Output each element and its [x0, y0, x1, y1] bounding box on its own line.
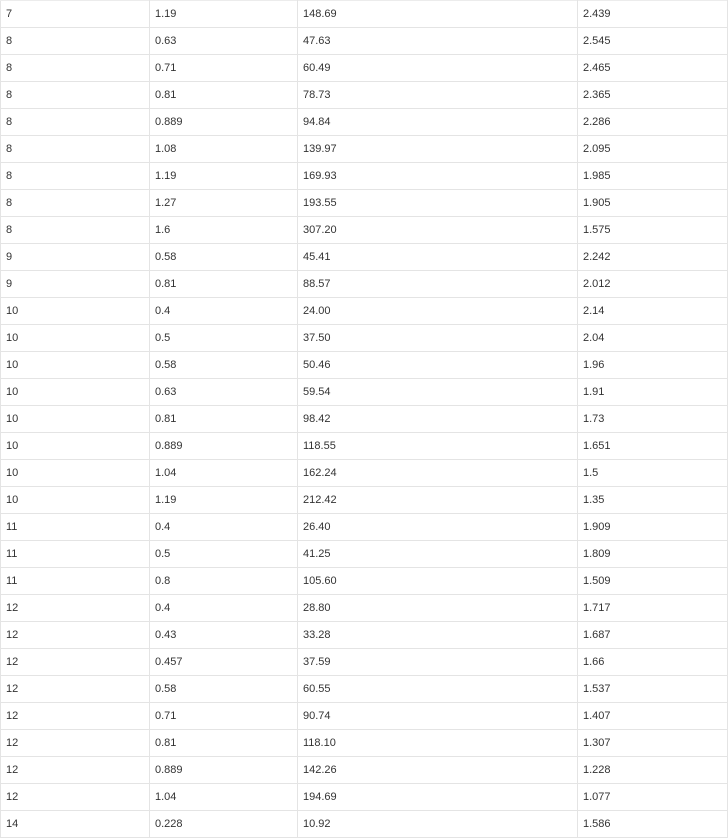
cell-col-3: 60.55	[298, 676, 578, 703]
cell-col-3: 98.42	[298, 406, 578, 433]
table-row	[1, 730, 728, 757]
table-row	[1, 703, 728, 730]
cell-col-2: 0.43	[150, 622, 298, 649]
cell-col-3: 78.73	[298, 82, 578, 109]
cell-col-4: 1.509	[578, 568, 728, 595]
cell-col-2: 0.5	[150, 325, 298, 352]
cell-col-2: 0.889	[150, 109, 298, 136]
table-row	[1, 244, 728, 271]
cell-col-3: 47.63	[298, 28, 578, 55]
cell-col-1: 12	[1, 784, 150, 811]
cell-col-4: 1.586	[578, 811, 728, 838]
table-row	[1, 136, 728, 163]
cell-col-2: 1.19	[150, 1, 298, 28]
cell-col-4: 2.545	[578, 28, 728, 55]
cell-col-3: 142.26	[298, 757, 578, 784]
cell-col-3: 118.10	[298, 730, 578, 757]
cell-col-1: 12	[1, 703, 150, 730]
table-row	[1, 676, 728, 703]
table-row	[1, 379, 728, 406]
cell-col-4: 2.439	[578, 1, 728, 28]
cell-col-4: 1.687	[578, 622, 728, 649]
cell-col-2: 1.6	[150, 217, 298, 244]
cell-col-1: 12	[1, 730, 150, 757]
cell-col-4: 1.66	[578, 649, 728, 676]
cell-col-4: 2.095	[578, 136, 728, 163]
cell-col-3: 50.46	[298, 352, 578, 379]
cell-col-4: 1.077	[578, 784, 728, 811]
cell-col-2: 0.71	[150, 55, 298, 82]
table-row	[1, 622, 728, 649]
cell-col-2: 1.04	[150, 784, 298, 811]
cell-col-1: 9	[1, 271, 150, 298]
cell-col-3: 90.74	[298, 703, 578, 730]
table-row	[1, 82, 728, 109]
table-row	[1, 325, 728, 352]
cell-col-1: 12	[1, 649, 150, 676]
table-row	[1, 109, 728, 136]
table-row	[1, 433, 728, 460]
table-row	[1, 784, 728, 811]
cell-col-1: 11	[1, 568, 150, 595]
cell-col-4: 1.91	[578, 379, 728, 406]
cell-col-3: 212.42	[298, 487, 578, 514]
cell-col-1: 8	[1, 28, 150, 55]
cell-col-2: 0.889	[150, 757, 298, 784]
cell-col-1: 10	[1, 487, 150, 514]
cell-col-2: 0.58	[150, 352, 298, 379]
cell-col-1: 12	[1, 757, 150, 784]
cell-col-3: 193.55	[298, 190, 578, 217]
cell-col-4: 1.717	[578, 595, 728, 622]
cell-col-4: 2.286	[578, 109, 728, 136]
cell-col-1: 10	[1, 379, 150, 406]
cell-col-3: 45.41	[298, 244, 578, 271]
cell-col-3: 60.49	[298, 55, 578, 82]
cell-col-2: 1.27	[150, 190, 298, 217]
cell-col-2: 1.19	[150, 487, 298, 514]
table-row	[1, 541, 728, 568]
cell-col-1: 11	[1, 541, 150, 568]
cell-col-3: 41.25	[298, 541, 578, 568]
cell-col-4: 1.905	[578, 190, 728, 217]
table-row	[1, 217, 728, 244]
cell-col-2: 0.63	[150, 379, 298, 406]
cell-col-2: 0.889	[150, 433, 298, 460]
cell-col-2: 0.4	[150, 595, 298, 622]
cell-col-2: 1.04	[150, 460, 298, 487]
table-row	[1, 55, 728, 82]
cell-col-4: 1.96	[578, 352, 728, 379]
cell-col-1: 8	[1, 82, 150, 109]
cell-col-3: 33.28	[298, 622, 578, 649]
cell-col-3: 26.40	[298, 514, 578, 541]
table-row	[1, 28, 728, 55]
table-row	[1, 649, 728, 676]
cell-col-2: 0.81	[150, 406, 298, 433]
cell-col-1: 10	[1, 298, 150, 325]
cell-col-4: 1.575	[578, 217, 728, 244]
cell-col-1: 8	[1, 136, 150, 163]
table-row	[1, 271, 728, 298]
table-row	[1, 487, 728, 514]
cell-col-1: 8	[1, 163, 150, 190]
table-row	[1, 595, 728, 622]
table-row	[1, 568, 728, 595]
cell-col-2: 1.08	[150, 136, 298, 163]
cell-col-2: 0.4	[150, 298, 298, 325]
cell-col-2: 0.58	[150, 244, 298, 271]
cell-col-3: 194.69	[298, 784, 578, 811]
cell-col-3: 162.24	[298, 460, 578, 487]
cell-col-4: 1.307	[578, 730, 728, 757]
cell-col-4: 2.012	[578, 271, 728, 298]
cell-col-1: 14	[1, 811, 150, 838]
cell-col-4: 2.14	[578, 298, 728, 325]
cell-col-4: 1.407	[578, 703, 728, 730]
cell-col-1: 12	[1, 595, 150, 622]
cell-col-4: 1.35	[578, 487, 728, 514]
cell-col-1: 10	[1, 433, 150, 460]
cell-col-2: 0.58	[150, 676, 298, 703]
cell-col-4: 2.242	[578, 244, 728, 271]
table-row	[1, 811, 728, 838]
cell-col-2: 0.4	[150, 514, 298, 541]
cell-col-3: 118.55	[298, 433, 578, 460]
cell-col-1: 10	[1, 406, 150, 433]
cell-col-4: 1.651	[578, 433, 728, 460]
cell-col-3: 88.57	[298, 271, 578, 298]
cell-col-1: 10	[1, 460, 150, 487]
cell-col-1: 8	[1, 190, 150, 217]
cell-col-4: 1.537	[578, 676, 728, 703]
cell-col-3: 94.84	[298, 109, 578, 136]
cell-col-2: 0.457	[150, 649, 298, 676]
cell-col-1: 12	[1, 622, 150, 649]
cell-col-3: 24.00	[298, 298, 578, 325]
table-row	[1, 460, 728, 487]
cell-col-3: 139.97	[298, 136, 578, 163]
cell-col-1: 8	[1, 55, 150, 82]
cell-col-1: 11	[1, 514, 150, 541]
cell-col-2: 0.81	[150, 82, 298, 109]
cell-col-3: 37.50	[298, 325, 578, 352]
cell-col-4: 1.73	[578, 406, 728, 433]
cell-col-2: 0.8	[150, 568, 298, 595]
cell-col-1: 8	[1, 217, 150, 244]
cell-col-2: 1.19	[150, 163, 298, 190]
cell-col-2: 0.81	[150, 730, 298, 757]
cell-col-3: 37.59	[298, 649, 578, 676]
table-row	[1, 1, 728, 28]
cell-col-2: 0.63	[150, 28, 298, 55]
cell-col-3: 148.69	[298, 1, 578, 28]
cell-col-1: 10	[1, 325, 150, 352]
cell-col-1: 10	[1, 352, 150, 379]
cell-col-3: 169.93	[298, 163, 578, 190]
cell-col-2: 0.71	[150, 703, 298, 730]
cell-col-3: 105.60	[298, 568, 578, 595]
table-row	[1, 514, 728, 541]
cell-col-2: 0.5	[150, 541, 298, 568]
cell-col-2: 0.81	[150, 271, 298, 298]
table-row	[1, 163, 728, 190]
cell-col-1: 7	[1, 1, 150, 28]
table-row	[1, 406, 728, 433]
table-row	[1, 352, 728, 379]
cell-col-3: 307.20	[298, 217, 578, 244]
cell-col-3: 10.92	[298, 811, 578, 838]
cell-col-4: 1.909	[578, 514, 728, 541]
cell-col-1: 12	[1, 676, 150, 703]
table-row	[1, 190, 728, 217]
table-row	[1, 757, 728, 784]
cell-col-1: 8	[1, 109, 150, 136]
cell-col-4: 1.228	[578, 757, 728, 784]
table-body	[1, 1, 728, 838]
cell-col-3: 59.54	[298, 379, 578, 406]
cell-col-1: 9	[1, 244, 150, 271]
cell-col-4: 1.809	[578, 541, 728, 568]
cell-col-3: 28.80	[298, 595, 578, 622]
cell-col-4: 2.465	[578, 55, 728, 82]
cell-col-4: 1.985	[578, 163, 728, 190]
cell-col-2: 0.228	[150, 811, 298, 838]
cell-col-4: 1.5	[578, 460, 728, 487]
table-row	[1, 298, 728, 325]
cell-col-4: 2.04	[578, 325, 728, 352]
cell-col-4: 2.365	[578, 82, 728, 109]
